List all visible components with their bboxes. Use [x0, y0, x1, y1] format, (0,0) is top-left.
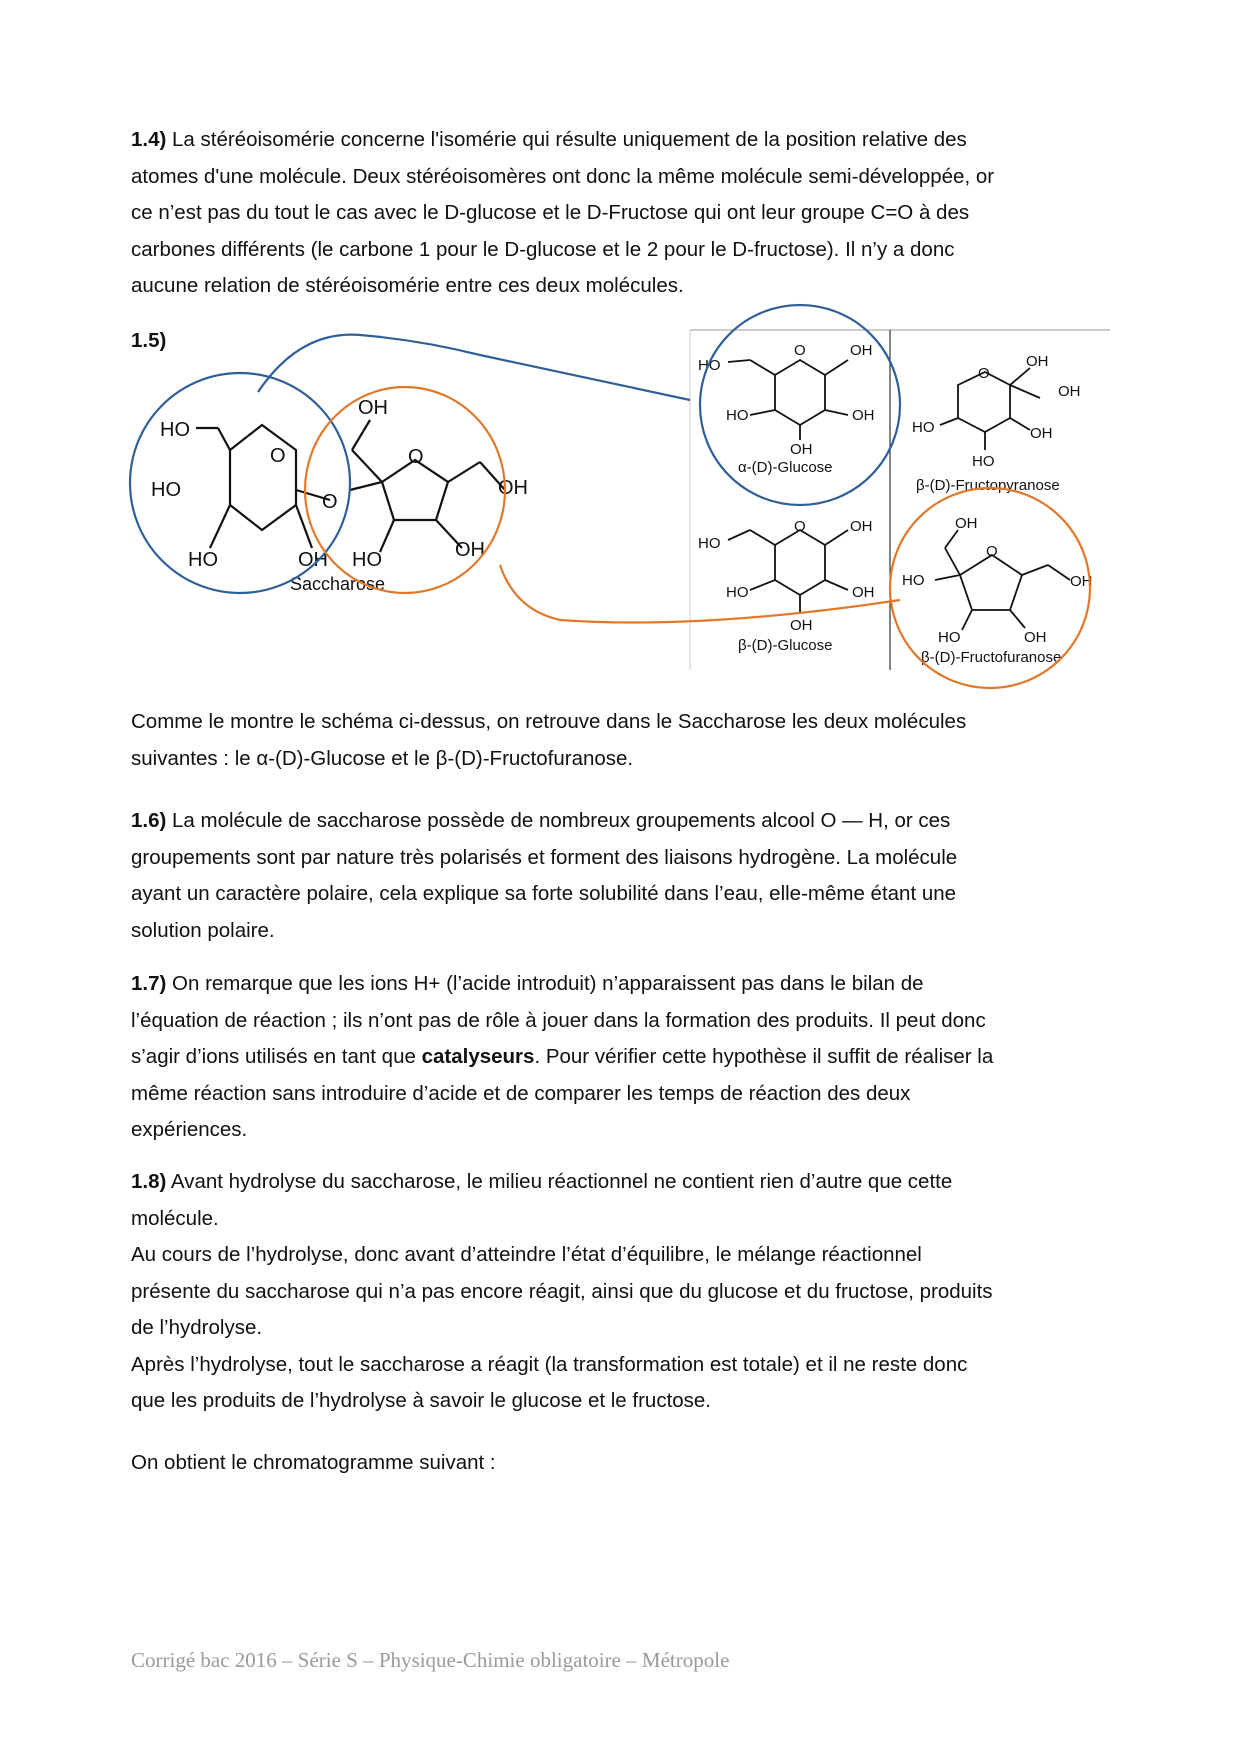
text-line: Après l’hydrolyse, tout le saccharose a réagit (la transformation est totale) et il ne reste donc — [131, 1352, 968, 1376]
saccharose-ho-2: HO — [151, 479, 181, 501]
section-number: 1.4) — [131, 128, 167, 151]
text-line: carbones différents (le carbone 1 pour le D-glucose et le 2 pour le D-fructose). Il n’y a donc — [131, 237, 955, 261]
saccharose-o-ring-2: O — [408, 446, 424, 468]
saccharose-label: Saccharose — [290, 574, 386, 594]
page-footer: Corrigé bac 2016 – Série S – Physique-Chimie obligatoire – Métropole — [131, 1648, 730, 1672]
text-span: s’agir d’ions utilisés en tant que — [131, 1045, 422, 1068]
beta-glucose-ho-1: HO — [698, 535, 721, 552]
beta-glucose-oh-1: OH — [850, 518, 873, 535]
saccharose-ho-1: HO — [160, 419, 190, 441]
fructofuranose-ho-1: HO — [902, 572, 925, 589]
fructopyranose-oh-3: OH — [1030, 425, 1053, 442]
beta-fructofuranose-molecule — [935, 530, 1070, 630]
saccharose-fructose-ring — [382, 460, 448, 520]
alpha-glucose-oh-2: OH — [852, 407, 875, 424]
text-span: On remarque que les ions H+ (l’acide introduit) n’apparaissent pas dans le bilan de — [166, 972, 924, 995]
fructopyranose-oh-1: OH — [1026, 353, 1049, 370]
fructopyranose-ho-2: HO — [972, 453, 995, 470]
bold-term: catalyseurs — [421, 1045, 535, 1068]
beta-fructopyranose-label: β-(D)-Fructopyranose — [916, 477, 1060, 494]
section-number: 1.7) — [131, 972, 167, 995]
beta-glucose-ho-2: HO — [726, 584, 749, 601]
fructofuranose-ho-2: HO — [938, 629, 961, 646]
beta-fructopyranose-molecule — [940, 368, 1040, 450]
saccharose-o-ring: O — [270, 445, 286, 467]
text-line: suivantes : le α-(D)-Glucose et le β-(D)-Fructofuranose. — [131, 746, 634, 770]
alpha-glucose-ho-1: HO — [698, 357, 721, 374]
text-line — [131, 966, 1121, 1003]
text-line: ce n’est pas du tout le cas avec le D-glucose et le D-Fructose qui ont leur groupe C=O à des — [131, 201, 970, 224]
text-line: expériences. — [131, 1118, 248, 1141]
saccharose-ho-4: HO — [352, 549, 382, 571]
fructofuranose-o: O — [986, 543, 998, 560]
beta-glucose-oh-2: OH — [852, 584, 875, 601]
fructopyranose-ho-1: HO — [912, 419, 935, 436]
saccharose-oh-3: OH — [498, 477, 528, 499]
text-line: présente du saccharose qui n’a pas encore réagit, ainsi que du glucose et du fructose, produits — [131, 1279, 993, 1303]
section-1-8 — [131, 1164, 1121, 1420]
section-1-5-label: 1.5) — [131, 329, 167, 352]
text-line — [131, 1039, 1121, 1076]
saccharose-oh-1: OH — [298, 549, 328, 571]
saccharose-oh-2: OH — [358, 397, 388, 419]
text-line: solution polaire. — [131, 918, 275, 942]
text-line: même réaction sans introduire d’acide et de comparer les temps de réaction des deux — [131, 1081, 911, 1105]
text-line: Au cours de l’hydrolyse, donc avant d’atteindre l’état d’équilibre, le mélange réactionnel — [131, 1243, 922, 1266]
text-line: atomes d'une molécule. Deux stéréoisomères ont donc la même molécule semi-développée, or — [131, 164, 995, 188]
alpha-glucose-molecule — [728, 360, 848, 440]
section-1-7 — [131, 966, 1121, 1149]
fructopyranose-oh-2: OH — [1058, 383, 1081, 400]
section-number: 1.6) — [131, 809, 167, 832]
text-line: Comme le montre le schéma ci-dessus, on retrouve dans le Saccharose les deux molécules — [131, 710, 967, 733]
beta-glucose-oh-3: OH — [790, 617, 813, 634]
beta-fructofuranose-label: β-(D)-Fructofuranose — [921, 649, 1062, 666]
beta-glucose-label: β-(D)-Glucose — [738, 637, 833, 654]
text-line: groupements sont par nature très polarisés et forment des liaisons hydrogène. La molécule — [131, 845, 958, 869]
section-1-6 — [131, 803, 1121, 949]
text-line: l’équation de réaction ; ils n’ont pas de rôle à jouer dans la formation des produits. Il peut donc — [131, 1008, 986, 1032]
saccharose-glucose-ring — [230, 425, 296, 530]
text-line — [131, 1164, 1121, 1201]
saccharose-o-link: O — [322, 491, 338, 513]
fructofuranose-oh-3: OH — [1024, 629, 1047, 646]
text-span: . Pour vérifier cette hypothèse il suffit de réaliser la — [534, 1045, 994, 1068]
fructofuranose-oh-1: OH — [955, 515, 978, 532]
text-span: Avant hydrolyse du saccharose, le milieu réactionnel ne contient rien d’autre que cette — [166, 1170, 953, 1193]
fructopyranose-o: O — [978, 365, 990, 382]
saccharose-oh-4: OH — [455, 539, 485, 561]
section-number: 1.8) — [131, 1170, 167, 1193]
text-line: de l’hydrolyse. — [131, 1316, 263, 1339]
fructose-connector-line — [500, 565, 900, 623]
text-line: molécule. — [131, 1206, 219, 1230]
text-line: aucune relation de stéréoisomérie entre ces deux molécules. — [131, 274, 684, 297]
saccharose-ho-3: HO — [188, 549, 218, 571]
text-span: La molécule de saccharose possède de nombreux groupements alcool O — H, or ces — [166, 809, 951, 832]
alpha-glucose-o: O — [794, 342, 806, 359]
text-line: ayant un caractère polaire, cela explique sa forte solubilité dans l’eau, elle-même étant une — [131, 882, 957, 905]
fructofuranose-oh-2: OH — [1070, 573, 1093, 590]
alpha-glucose-label: α-(D)-Glucose — [738, 459, 833, 476]
text-line: que les produits de l’hydrolyse à savoir le glucose et le fructose. — [131, 1389, 712, 1412]
chromatogram-intro: On obtient le chromatogramme suivant : — [131, 1451, 496, 1474]
figure-commentary — [131, 704, 1121, 777]
glucose-connector-line — [258, 335, 690, 400]
alpha-glucose-oh-1: OH — [850, 342, 873, 359]
alpha-glucose-oh-3: OH — [790, 441, 813, 458]
alpha-glucose-ho-2: HO — [726, 407, 749, 424]
text-span: La stéréoisomérie concerne l'isomérie qui résulte uniquement de la position relative des — [166, 128, 967, 151]
text-line — [131, 803, 1121, 840]
sugar-structures-figure — [0, 0, 1240, 700]
beta-glucose-o: O — [794, 518, 806, 535]
fructose-highlight-circle — [305, 387, 505, 593]
